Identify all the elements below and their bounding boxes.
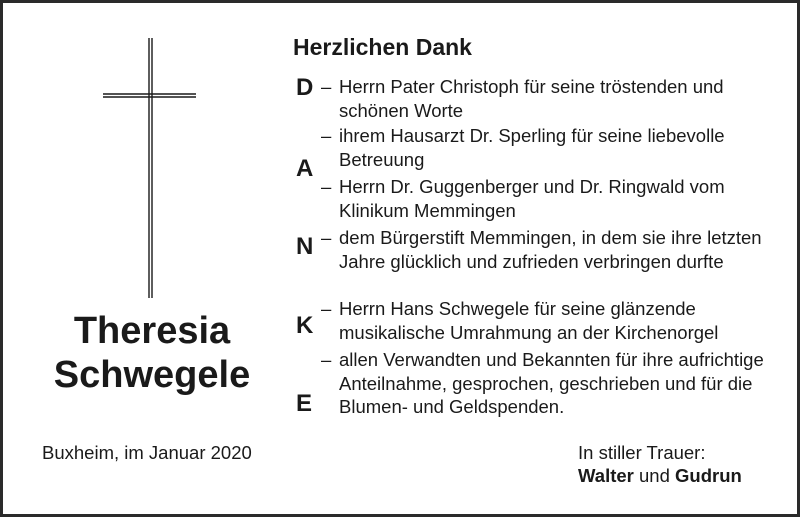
place-date: Buxheim, im Januar 2020 <box>42 442 252 463</box>
acrostic-letter: E <box>296 390 313 417</box>
deceased-first-name: Theresia <box>73 310 231 352</box>
thanks-item-text: Herrn Hans Schwegele für seine glänzende musikalische Umrahmung an der Kirchenorgel <box>339 298 719 343</box>
thanks-heading: Herzlichen Dank <box>293 34 472 60</box>
thanks-item <box>321 226 771 273</box>
mourners-signature <box>578 464 742 488</box>
dash-mark: – <box>321 298 332 319</box>
dash-mark: – <box>321 349 332 370</box>
acrostic-letter: K <box>296 312 314 339</box>
thanks-item <box>321 75 771 122</box>
dash-mark: – <box>321 76 332 97</box>
mourning-line: In stiller Trauer: <box>578 442 706 463</box>
thanks-item-text: ihrem Hausarzt Dr. Sperling für seine liebevolle Betreuung <box>339 125 725 170</box>
thanks-item <box>321 297 771 344</box>
dash-mark: – <box>321 227 332 248</box>
mourner-name: Gudrun <box>675 465 742 486</box>
dash-mark: – <box>321 125 332 146</box>
acrostic-letter: A <box>296 155 314 182</box>
acrostic-letter: D <box>296 74 314 101</box>
cross-icon <box>100 36 200 300</box>
thanks-item <box>321 175 771 222</box>
mourner-connector: und <box>639 465 670 486</box>
acrostic-letter: N <box>296 233 314 260</box>
mourner-name: Walter <box>578 465 634 486</box>
thanks-item-text: dem Bürgerstift Memmingen, in dem sie ihre letzten Jahre glücklich und zufrieden verbringen durfte <box>339 227 762 272</box>
dash-mark: – <box>321 176 332 197</box>
thanks-item-text: Herrn Pater Christoph für seine tröstenden und schönen Worte <box>339 76 724 121</box>
thanks-item <box>321 348 771 419</box>
thanks-item <box>321 124 771 171</box>
thanks-item-text: allen Verwandten und Bekannten für ihre aufrichtige Anteilnahme, gesprochen, geschrieben und für die Blumen- und Geldspenden. <box>339 349 764 417</box>
thanks-item-text: Herrn Dr. Guggenberger und Dr. Ringwald vom Klinikum Memmingen <box>339 176 725 221</box>
deceased-last-name: Schwegele <box>53 354 251 396</box>
